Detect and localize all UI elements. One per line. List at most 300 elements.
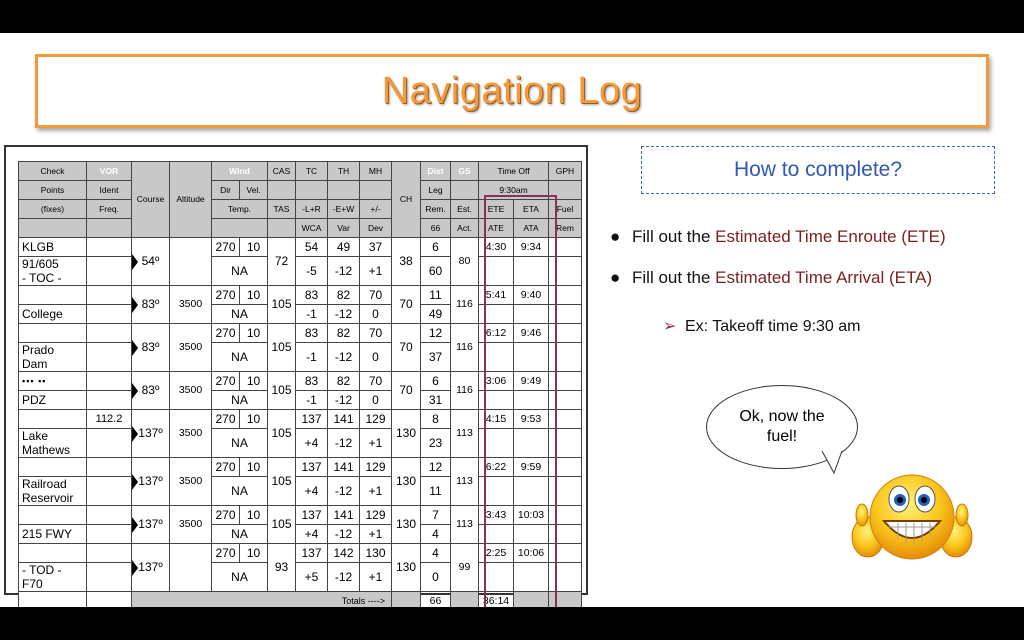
table-row [19,525,582,544]
fuel-cell [549,544,582,563]
fuel-cell [549,343,582,372]
header-var: Var [328,219,360,238]
var-value: -12 [328,429,360,458]
bubble-line-2: fuel! [766,428,798,445]
leg-distance: 6 [421,238,451,257]
fuel-cell [549,391,582,410]
ch-value: 70 [392,286,421,324]
course-marker-icon [132,426,138,442]
slide [0,33,1024,607]
nav-log-table [18,161,582,607]
rem-distance: 11 [421,477,451,506]
leg-distance: 4 [421,544,451,563]
course-cell [132,286,170,324]
vor-cell [87,458,132,477]
checkpoint-name: College [19,305,87,324]
th-value: 141 [328,410,360,429]
bullet-eta [610,268,932,288]
th-value: 82 [328,372,360,391]
leg-distance: 7 [421,506,451,525]
checkpoint-name: - TOD - F70 [19,563,87,592]
totals-label-cell [132,592,392,608]
tc-value: 137 [296,410,328,429]
checkpoint-name: KLGB [19,238,87,257]
th-value: 141 [328,506,360,525]
eta-value: 10:03 [514,506,549,525]
header-vor: Ident [87,181,132,200]
header-ete: ETE [479,200,514,219]
course-value: 137º [138,560,163,574]
wca-value: -1 [296,391,328,410]
ch-value: 70 [392,372,421,410]
header-rem: Rem. [421,200,451,219]
header-cas: CAS [268,162,296,181]
header-time-off: Time Off [479,162,549,181]
vor-cell [87,343,132,372]
log-cell [360,181,392,200]
checkpoint-name: 91/605 - TOC - [19,257,87,286]
dev-value: 0 [360,343,392,372]
altitude-cell: 3500 [170,458,212,506]
header-wind: Wind [212,162,268,181]
leg-distance: 6 [421,372,451,391]
wind-vel: 10 [240,238,268,257]
thumbs-up-smiley-icon [846,467,978,567]
bullet-eta-highlight: Estimated Time Arrival (ETA) [715,268,933,287]
course-cell [132,410,170,458]
header-check: Check [19,162,87,181]
rem-distance: 31 [421,391,451,410]
ata-cell [514,477,549,506]
wind-vel: 10 [240,410,268,429]
example-line [663,316,861,336]
header-rem: Rem [549,219,582,238]
rem-distance: 23 [421,429,451,458]
vor-cell [87,257,132,286]
wind-dir: 270 [212,238,240,257]
ch-value: 130 [392,458,421,506]
ch-value: 70 [392,324,421,372]
header-act: Act. [451,219,479,238]
checkpoint-name [19,410,87,429]
bullet-eta-prefix: Fill out the [632,268,716,287]
th-value: 142 [328,544,360,563]
table-row [19,200,582,219]
checkpoint-name: Prado Dam [19,343,87,372]
fuel-cell [549,305,582,324]
course-cell [132,458,170,506]
header-check: Points [19,181,87,200]
ate-cell [479,525,514,544]
table-row [19,219,582,238]
log-cell [87,219,132,238]
total-ete: 36:14 [479,592,514,608]
rem-distance: 49 [421,305,451,324]
fuel-cell [549,525,582,544]
var-value: -12 [328,257,360,286]
slide-title: Navigation Log [381,69,643,112]
temp-value: NA [212,391,268,410]
tc-value: 83 [296,286,328,305]
table-row [19,305,582,324]
header-ch: CH [392,162,421,238]
fuel-cell [549,324,582,343]
wind-vel: 10 [240,506,268,525]
log-cell [268,219,296,238]
table-row [19,477,582,506]
course-cell [132,238,170,286]
ch-value: 130 [392,506,421,544]
header-tc: TC [296,162,328,181]
header-gph: GPH [549,162,582,181]
wca-value: +4 [296,477,328,506]
wind-vel: 10 [240,286,268,305]
vor-cell [87,286,132,305]
course-marker-icon [132,517,138,533]
table-row [19,238,582,257]
header-wca: WCA [296,219,328,238]
leg-distance: 12 [421,458,451,477]
gs-value: 113 [451,458,479,506]
ete-value: 3:06 [479,372,514,391]
navigation-log-form [4,145,588,607]
wind-dir: 270 [212,372,240,391]
total-distance: 66 [421,219,451,238]
wind-dir: 270 [212,324,240,343]
course-value: 137º [138,474,163,488]
vor-cell [87,391,132,410]
cas-value: 72 [268,238,296,286]
ata-cell [514,563,549,592]
log-cell [451,592,479,608]
ate-cell [479,477,514,506]
gs-value: 113 [451,506,479,544]
gs-value: 113 [451,410,479,458]
wind-dir: 270 [212,458,240,477]
log-cell [212,219,268,238]
var-value: -12 [328,391,360,410]
table-row [19,544,582,563]
temp-value: NA [212,525,268,544]
mh-value: 129 [360,410,392,429]
vor-cell [87,544,132,563]
table-row [19,372,582,391]
vor-cell [87,305,132,324]
ata-cell [514,391,549,410]
table-row [19,324,582,343]
dev-value: 0 [360,391,392,410]
total-dist: 66 [421,592,451,608]
vor-cell [87,525,132,544]
header-course: Course [132,162,170,238]
bullet-ete-highlight: Estimated Time Enroute (ETE) [715,227,946,246]
log-cell [451,181,479,200]
header-gs: GS [451,162,479,181]
header-pm: +/- [360,200,392,219]
table-row [19,391,582,410]
vor-cell [87,372,132,391]
table-row [19,162,582,181]
log-cell [87,592,132,608]
mh-value: 37 [360,238,392,257]
wca-value: -5 [296,257,328,286]
course-value: 83º [141,383,160,397]
header-wind-dir: Dir [212,181,240,200]
checkpoint-name [19,544,87,563]
var-value: -12 [328,343,360,372]
checkpoint-name [19,506,87,525]
checkpoint-name [19,286,87,305]
vor-cell [87,429,132,458]
wca-value: +5 [296,563,328,592]
ata-cell [514,257,549,286]
dev-value: +1 [360,477,392,506]
morse-code-icon: ▪▪▪ ▪▪ [22,376,47,386]
temp-value: NA [212,305,268,324]
table-row [19,592,582,608]
ata-cell [514,305,549,324]
log-cell [268,181,296,200]
ete-value: 2:25 [479,544,514,563]
log-cell [549,592,582,608]
leg-distance: 12 [421,324,451,343]
course-value: 83º [141,297,160,311]
course-value: 54º [141,254,160,268]
ate-cell [479,563,514,592]
rem-distance: 37 [421,343,451,372]
how-to-heading: How to complete? [733,158,903,181]
var-value: -12 [328,305,360,324]
course-marker-icon [132,560,138,576]
course-marker-icon [132,383,138,399]
ate-cell [479,343,514,372]
ete-value: 6:12 [479,324,514,343]
log-cell [514,592,549,608]
table-row [19,343,582,372]
ate-cell [479,257,514,286]
header-th: TH [328,162,360,181]
tc-value: 54 [296,238,328,257]
table-row [19,410,582,429]
header-dist: Dist [421,162,451,181]
cas-value: 105 [268,458,296,506]
vor-cell [87,238,132,257]
eta-value: 9:46 [514,324,549,343]
header-leg: Leg [421,181,451,200]
header-mh: MH [360,162,392,181]
arrow-bullet-icon: ➢ [663,318,677,335]
altitude-cell: 3500 [170,410,212,458]
leg-distance: 11 [421,286,451,305]
th-value: 141 [328,458,360,477]
wca-value: +4 [296,525,328,544]
tc-value: 83 [296,372,328,391]
header-temp: Temp. [212,200,268,219]
altitude-cell: 3500 [170,324,212,372]
vor-cell [87,477,132,506]
ete-value: 4:15 [479,410,514,429]
bubble-line-1: Ok, now the [739,408,825,425]
leg-distance: 8 [421,410,451,429]
ate-cell [479,429,514,458]
course-marker-icon [132,254,138,270]
var-value: -12 [328,563,360,592]
vor-cell [87,563,132,592]
gs-value: 80 [451,238,479,286]
example-text: Ex: Takeoff time 9:30 am [685,318,861,335]
log-cell [19,219,87,238]
header-ew: -E+W [328,200,360,219]
mh-value: 129 [360,506,392,525]
ete-value: 5:41 [479,286,514,305]
bullet-dot-icon: ● [610,227,621,246]
fuel-cell [549,506,582,525]
wca-value: -1 [296,305,328,324]
wind-vel: 10 [240,458,268,477]
ch-value: 130 [392,410,421,458]
eta-value: 10:06 [514,544,549,563]
eta-value: 9:53 [514,410,549,429]
rem-distance: 4 [421,525,451,544]
wind-vel: 10 [240,372,268,391]
cas-value: 93 [268,544,296,592]
gs-value: 116 [451,286,479,324]
wind-dir: 270 [212,286,240,305]
checkpoint-name [19,324,87,343]
var-value: -12 [328,477,360,506]
checkpoint-name: Railroad Reservoir [19,477,87,506]
table-row [19,563,582,592]
wca-value: -1 [296,343,328,372]
header-check: (fixes) [19,200,87,219]
altitude-cell [170,238,212,286]
log-cell [549,181,582,200]
course-cell [132,324,170,372]
table-row [19,286,582,305]
bullet-ete-prefix: Fill out the [632,227,716,246]
fuel-cell [549,372,582,391]
dev-value: +1 [360,525,392,544]
vor-cell [87,324,132,343]
temp-value: NA [212,477,268,506]
ata-cell [514,429,549,458]
log-cell [328,181,360,200]
course-value: 137º [138,517,163,531]
header-est: Est. [451,200,479,219]
wind-dir: 270 [212,544,240,563]
title-box [35,54,989,128]
checkpoint-name: Lake Mathews [19,429,87,458]
cas-value: 105 [268,410,296,458]
vor-cell: 112.2 [87,410,132,429]
course-marker-icon [132,297,138,313]
cas-value: 105 [268,286,296,324]
checkpoint-name: 215 FWY [19,525,87,544]
header-altitude: Altitude [170,162,212,238]
header-dev: Dev [360,219,392,238]
altitude-cell: 3500 [170,506,212,544]
dev-value: +1 [360,257,392,286]
fuel-cell [549,477,582,506]
header-wind-vel: Vel. [240,181,268,200]
mh-value: 130 [360,544,392,563]
ate-cell [479,305,514,324]
ata-cell [514,343,549,372]
gs-value: 116 [451,324,479,372]
time-off-value: 9:30am [479,181,549,200]
log-cell [19,592,87,608]
mh-value: 129 [360,458,392,477]
eta-value: 9:34 [514,238,549,257]
ete-value: 3:43 [479,506,514,525]
table-row [19,429,582,458]
checkpoint-name: PDZ [19,391,87,410]
vor-cell [87,506,132,525]
dev-value: 0 [360,305,392,324]
wca-value: +4 [296,429,328,458]
ch-value: 130 [392,544,421,592]
log-cell [392,592,421,608]
gs-value: 116 [451,372,479,410]
mh-value: 70 [360,372,392,391]
table-row [19,257,582,286]
course-marker-icon [132,340,138,356]
course-marker-icon [132,474,138,490]
var-value: -12 [328,525,360,544]
temp-value: NA [212,429,268,458]
fuel-cell [549,257,582,286]
temp-value: NA [212,257,268,286]
header-lr: -L+R [296,200,328,219]
eta-value: 9:40 [514,286,549,305]
table-row [19,181,582,200]
altitude-cell: 3500 [170,372,212,410]
fuel-cell [549,238,582,257]
dev-value: +1 [360,563,392,592]
log-cell [296,181,328,200]
header-tas: TAS [268,200,296,219]
header-ata: ATA [514,219,549,238]
fuel-cell [549,410,582,429]
th-value: 82 [328,286,360,305]
mh-value: 70 [360,324,392,343]
mh-value: 70 [360,286,392,305]
temp-value: NA [212,343,268,372]
tc-value: 137 [296,458,328,477]
ate-cell [479,391,514,410]
temp-value: NA [212,563,268,592]
wind-vel: 10 [240,324,268,343]
altitude-cell: 3500 [170,286,212,324]
tc-value: 83 [296,324,328,343]
header-vor: VOR [87,162,132,181]
totals-label: Totals ----> [341,595,385,606]
cas-value: 105 [268,506,296,544]
bullet-dot-icon: ● [610,268,621,287]
tc-value: 137 [296,544,328,563]
tc-value: 137 [296,506,328,525]
wind-dir: 270 [212,506,240,525]
header-fuel: Fuel [549,200,582,219]
bullet-ete [610,227,946,247]
checkpoint-name [19,458,87,477]
course-cell [132,544,170,592]
course-value: 83º [141,340,160,354]
rem-distance: 60 [421,257,451,286]
header-freq: Freq. [87,200,132,219]
course-cell [132,372,170,410]
altitude-cell [170,544,212,592]
